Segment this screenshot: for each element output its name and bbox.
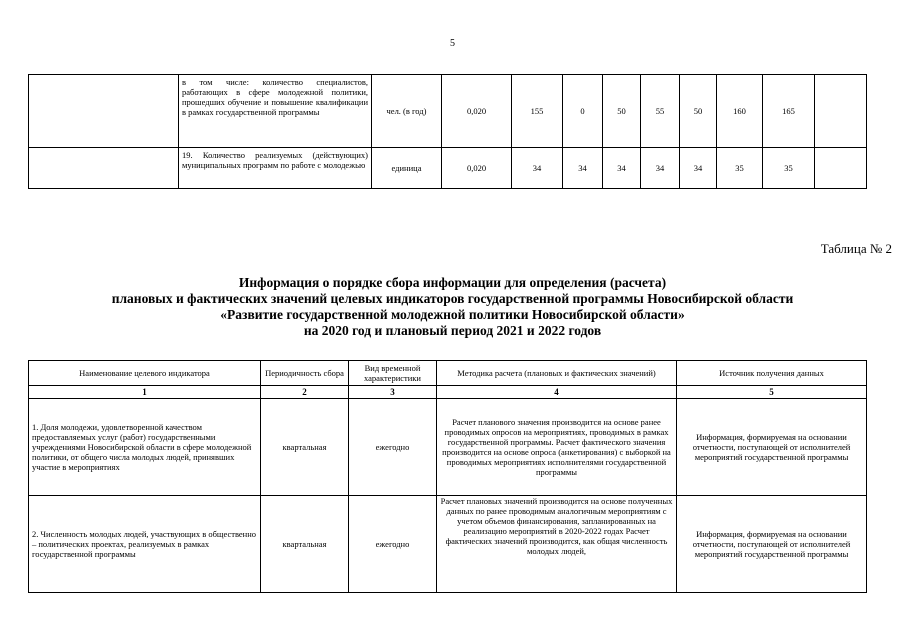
indicator-name: 1. Доля молодежи, удовлетворенной качеством предоставляемых услуг (работ) государственными учреждениями Новосибирской области в сфере молодежной политики, от общего числа молодых людей, принявших участие в мероприятиях	[29, 399, 261, 496]
table-label: Таблица № 2	[820, 241, 892, 256]
value-cell: 34	[603, 148, 641, 189]
empty-cell	[29, 148, 179, 189]
time-type-cell: ежегодно	[349, 399, 437, 496]
unit-cell: единица	[372, 148, 442, 189]
method-cell: Расчет плановых значений производится на основе полученных данных по ранее проводимым аналогичным мероприятиям с учетом объемов финансирования, запланированных на реализацию мероприятий в 2020-2022 годах Расчет фактических значений производится, как общая численность молодых людей,	[437, 496, 677, 593]
periodicity-cell: квартальная	[261, 496, 349, 593]
value-cell: 55	[641, 75, 680, 148]
value-cell: 34	[641, 148, 680, 189]
title-line: «Развитие государственной молодежной политики Новосибирской области»	[220, 307, 685, 322]
value-cell: 34	[512, 148, 563, 189]
indicators-table-continuation	[28, 74, 867, 189]
table-row	[29, 75, 867, 148]
time-type-cell: ежегодно	[349, 496, 437, 593]
value-cell: 34	[563, 148, 603, 189]
weight-cell: 0,020	[442, 75, 512, 148]
value-cell: 34	[680, 148, 717, 189]
column-number: 3	[349, 386, 437, 399]
table-row	[29, 399, 867, 496]
data-collection-table	[28, 360, 867, 593]
value-cell: 0	[563, 75, 603, 148]
periodicity-cell: квартальная	[261, 399, 349, 496]
column-number: 5	[677, 386, 867, 399]
weight-cell: 0,020	[442, 148, 512, 189]
value-cell: 50	[680, 75, 717, 148]
method-cell: Расчет планового значения производится на основе ранее проводимых опросов на мероприятиях, проводимых в рамках государственной программы. Расчет фактического значения производится на основе опроса (анкетирования) с выборкой на проводимых мероприятиях исполнителями государственной программы	[437, 399, 677, 496]
column-header: Источник получения данных	[677, 361, 867, 386]
column-number: 2	[261, 386, 349, 399]
title-line: плановых и фактических значений целевых индикаторов государственной программы Новосибирской области	[111, 291, 794, 306]
indicator-name: 2. Численность молодых людей, участвующих в общественно – политических проектах, реализуемых в рамках государственной программы	[29, 496, 261, 593]
value-cell: 35	[763, 148, 815, 189]
value-cell: 155	[512, 75, 563, 148]
page-number: 5	[450, 38, 455, 49]
empty-cell	[29, 75, 179, 148]
value-cell: 35	[717, 148, 763, 189]
value-cell: 160	[717, 75, 763, 148]
indicator-name: в том числе: количество специалистов, работающих в сфере молодежной политики, прошедших обучение и повышение квалификации в рамках государственной программы	[179, 75, 372, 148]
document-title	[0, 275, 905, 339]
column-number-row	[29, 386, 867, 399]
empty-cell	[815, 148, 867, 189]
table-row	[29, 496, 867, 593]
column-header: Вид временной характеристики	[349, 361, 437, 386]
column-header: Наименование целевого индикатора	[29, 361, 261, 386]
header-row	[29, 361, 867, 386]
column-number: 1	[29, 386, 261, 399]
value-cell: 50	[603, 75, 641, 148]
source-cell: Информация, формируемая на основании отчетности, поступающей от исполнителей мероприятий государственной программы	[677, 496, 867, 593]
table-row	[29, 148, 867, 189]
empty-cell	[815, 75, 867, 148]
source-cell: Информация, формируемая на основании отчетности, поступающей от исполнителей мероприятий государственной программы	[677, 399, 867, 496]
value-cell: 165	[763, 75, 815, 148]
column-number: 4	[437, 386, 677, 399]
title-line: на 2020 год и плановый период 2021 и 2022 годов	[303, 323, 602, 338]
column-header: Методика расчета (плановых и фактических значений)	[437, 361, 677, 386]
title-line: Информация о порядке сбора информации для определения (расчета)	[238, 275, 667, 290]
unit-cell: чел. (в год)	[372, 75, 442, 148]
column-header: Периодичность сбора	[261, 361, 349, 386]
indicator-name: 19. Количество реализуемых (действующих) муниципальных программ по работе с молодежью	[179, 148, 372, 189]
